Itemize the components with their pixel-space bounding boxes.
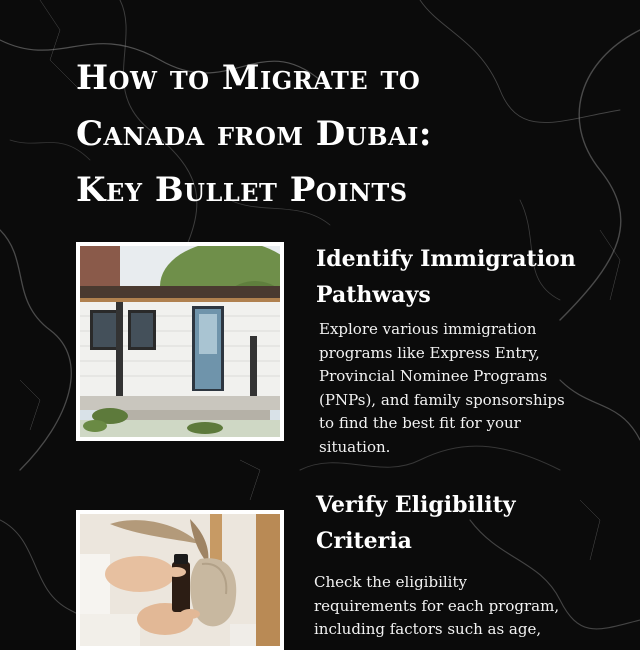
title-line: Canada from Dubai: bbox=[76, 114, 432, 154]
section-body bbox=[314, 571, 559, 642]
body-line: (PNPs), and family sponsorships bbox=[319, 390, 565, 409]
heading-line: Verify Eligibility bbox=[316, 492, 516, 518]
body-line: situation. bbox=[319, 437, 391, 456]
body-line: Provincial Nominee Programs bbox=[319, 367, 548, 385]
heading-line: Identify Immigration bbox=[316, 246, 576, 272]
section-heading bbox=[316, 487, 516, 559]
hands-holding-bottle-photo bbox=[76, 510, 284, 650]
body-line: to find the best fit for your bbox=[319, 414, 521, 432]
body-line: Check the eligibility bbox=[314, 573, 467, 591]
heading-line: Criteria bbox=[316, 528, 412, 554]
heading-line: Pathways bbox=[316, 282, 431, 308]
section-body bbox=[319, 318, 565, 459]
body-line: including factors such as age, bbox=[314, 620, 542, 638]
title-line: How to Migrate to bbox=[76, 58, 421, 98]
body-line: programs like Express Entry, bbox=[319, 343, 540, 362]
page-title bbox=[76, 50, 596, 218]
body-line: Explore various immigration bbox=[319, 320, 537, 338]
section-heading bbox=[316, 241, 576, 313]
body-line: requirements for each program, bbox=[314, 596, 560, 615]
house-exterior-photo bbox=[76, 242, 284, 441]
title-line: Key Bullet Points bbox=[76, 170, 408, 210]
